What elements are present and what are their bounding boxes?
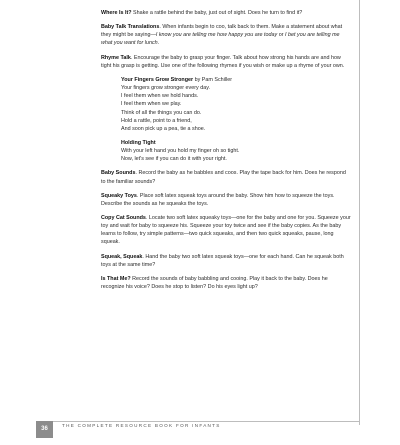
activity-squeaky-toys [101, 192, 351, 208]
rhyme-line: And soon pick up a pea, tie a shoe. [121, 125, 206, 132]
running-footer-title: THE COMPLETE RESOURCE BOOK FOR INFANTS [62, 423, 221, 428]
activity-text: . When infants begin to coo, talk back to them. Make a statement about what they might be saying— [101, 24, 343, 39]
footer-rule [53, 421, 359, 422]
rhyme-line: I feel them when we hold hands. [121, 93, 199, 100]
rhyme-your-fingers-grow-stronger [121, 76, 351, 133]
page-number: 36 [36, 421, 53, 438]
activity-heading: Baby Talk Translations [101, 24, 160, 31]
activity-heading: Squeak, Squeak [101, 253, 143, 260]
activity-heading: Is That Me? [101, 276, 131, 283]
activity-baby-talk-translations [101, 23, 351, 47]
rhyme-line: I feel them when we play. [121, 101, 182, 108]
rhyme-line: Think of all the things you can do. [121, 109, 202, 116]
activity-copy-cat-sounds [101, 214, 351, 246]
rhyme-line: Now, let's see if you can do it with your right. [121, 156, 227, 163]
activity-squeak-squeak [101, 253, 351, 269]
activity-where-is-it [101, 9, 351, 17]
activity-text: Record the sounds of baby babbling and cooing. Play it back to the baby. Does he recognize his voice? Does he stop to listen? Do his eyes light up? [101, 276, 328, 291]
page-content [101, 9, 351, 298]
activity-text: . Encourage the baby to grasp your finger. Talk about how strong his hands are and how tight his grasp is getting. Use one of the following rhymes if you wish or make up a rhyme of your own. [101, 54, 345, 69]
activity-heading: Squeaky Toys [101, 192, 137, 199]
activity-heading: Baby Sounds [101, 170, 136, 177]
activity-italic-example: I know you are telling me how happy you are today [155, 32, 278, 39]
activity-heading: Where Is It? [101, 10, 132, 16]
page-footer [0, 418, 400, 440]
activity-baby-sounds [101, 169, 351, 185]
activity-text: . [157, 40, 160, 47]
rhyme-author: by Pam Schiller [193, 77, 233, 84]
activity-rhyme-talk [101, 54, 351, 70]
activity-text: or [277, 32, 286, 39]
activity-text: . Record the baby as he babbles and coos. Play the tape back for him. Does he respond to the familiar sounds? [101, 170, 346, 185]
activity-heading: Rhyme Talk [101, 54, 131, 61]
rhyme-line: With your left hand you hold my finger oh so tight. [121, 148, 240, 155]
right-margin-rule [359, 0, 360, 425]
activity-text: . Place soft latex squeak toys around the baby. Show him how to squeeze the toys. Describe the sounds as he squeaks the toys. [101, 192, 335, 207]
activity-heading: Copy Cat Sounds [101, 215, 146, 222]
rhyme-title: Your Fingers Grow Stronger [121, 77, 194, 84]
activity-is-that-me [101, 275, 351, 291]
rhyme-line: Your fingers grow stronger every day. [121, 85, 210, 92]
rhyme-line: Hold a rattle, point to a friend, [121, 117, 192, 124]
activity-text: . Hand the baby two soft latex squeak toys—one for each hand. Can he squeak both toys at the same time? [101, 253, 344, 268]
rhyme-title: Holding Tight [121, 139, 156, 146]
activity-italic-example: I bet you are telling me what you want for lunch [101, 32, 340, 47]
activity-text: . Locate two soft latex squeaky toys—one for the baby and one for you. Squeeze your toy and wait for baby to squeeze his. Squeeze your toy twice and see if the baby copies. As the baby learns to follow, try simple patterns—two quick squeaks, and then two quick squeaks, pause, long squeak. [101, 215, 351, 246]
rhyme-holding-tight [121, 139, 351, 163]
activity-text: Shake a rattle behind the baby, just out of sight. Does he turn to find it? [131, 10, 303, 16]
rhyme-title-line [121, 76, 351, 84]
